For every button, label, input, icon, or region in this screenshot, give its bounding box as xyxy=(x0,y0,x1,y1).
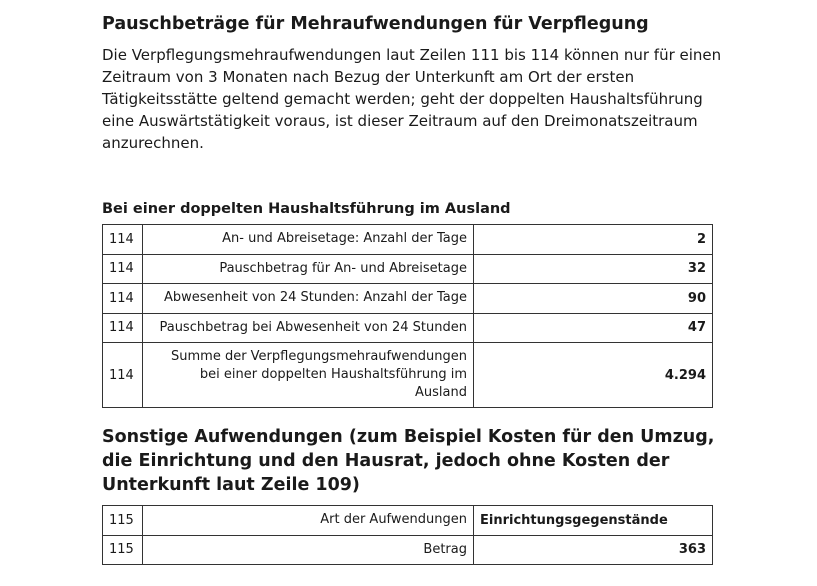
intro-paragraph: Die Verpflegungsmehraufwendungen laut Zeilen 111 bis 114 können nur für einen Zeitraum von 3 Monaten nach Bezug der Unterkunft am Ort der ersten Tätigkeitsstätte geltend gemacht werden; geht der doppelten Haushaltsführung eine Auswärtstätigkeit voraus, ist dieser Zeitraum auf den Dreimonatszeitraum anzurechnen. xyxy=(102,46,722,152)
line-number: 115 xyxy=(103,506,143,536)
field-label: Art der Aufwendungen xyxy=(143,506,474,536)
field-value: 4.294 xyxy=(474,343,713,408)
table-row xyxy=(103,284,713,314)
field-label: Betrag xyxy=(143,535,474,565)
table-row xyxy=(103,225,713,255)
table-row xyxy=(103,506,713,536)
line-number: 114 xyxy=(103,343,143,408)
table-row xyxy=(103,254,713,284)
table-row xyxy=(103,535,713,565)
field-value: Einrichtungsgegenstände xyxy=(474,506,713,536)
line-number: 114 xyxy=(103,254,143,284)
page-heading: Pauschbeträge für Mehraufwendungen für Verpflegung xyxy=(102,14,649,34)
field-value: 47 xyxy=(474,313,713,343)
field-value: 2 xyxy=(474,225,713,255)
field-label: Pauschbetrag bei Abwesenheit von 24 Stunden xyxy=(143,313,474,343)
line-number: 114 xyxy=(103,284,143,314)
table-row xyxy=(103,343,713,408)
sonstige-section-title: Sonstige Aufwendungen (zum Beispiel Kosten für den Umzug, die Einrichtung und den Hausrat, jedoch ohne Kosten der Unterkunft laut Zeile 109) xyxy=(102,427,715,495)
line-number: 114 xyxy=(103,225,143,255)
line-number: 114 xyxy=(103,313,143,343)
ausland-section-title: Bei einer doppelten Haushaltsführung im Ausland xyxy=(102,201,511,217)
field-label: Abwesenheit von 24 Stunden: Anzahl der Tage xyxy=(143,284,474,314)
table-row xyxy=(103,313,713,343)
line-number: 115 xyxy=(103,535,143,565)
ausland-table xyxy=(102,224,713,408)
field-label: Summe der Verpflegungsmehraufwendungen bei einer doppelten Haushaltsführung im Ausland xyxy=(143,343,474,408)
field-value: 32 xyxy=(474,254,713,284)
sonstige-table xyxy=(102,505,713,565)
field-value: 363 xyxy=(474,535,713,565)
field-value: 90 xyxy=(474,284,713,314)
field-label: Pauschbetrag für An- und Abreisetage xyxy=(143,254,474,284)
field-label: An- und Abreisetage: Anzahl der Tage xyxy=(143,225,474,255)
